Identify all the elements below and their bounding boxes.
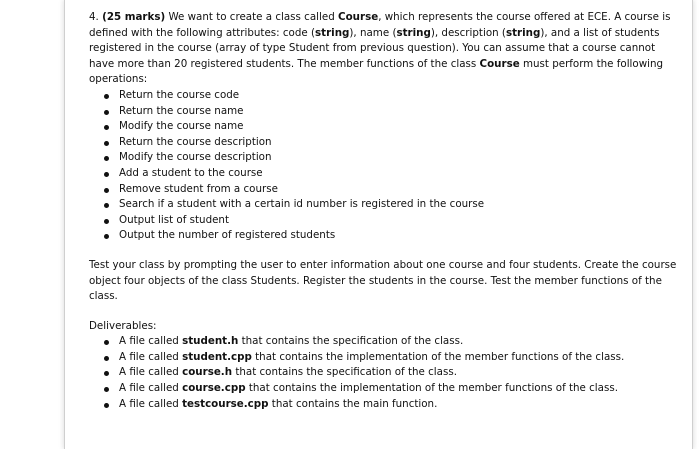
deliverable-item (89, 365, 679, 381)
deliverable-filename: testcourse.cpp (182, 397, 269, 410)
bullet-icon (104, 403, 109, 408)
bullet-icon (104, 94, 109, 99)
bold-text: string (315, 26, 350, 39)
text-run: must perform the following operations: (89, 57, 664, 86)
deliverable-item (89, 350, 679, 366)
operation-text: Output list of student (119, 213, 229, 226)
bullet-icon (104, 356, 109, 361)
text-run: ), and a list of students registered in the course (array of type Student from previous question). You can assume that a course cannot have more than 20 registered students. The member functions of the class (89, 26, 660, 70)
deliverable-filename: student.cpp (182, 350, 252, 363)
operation-item (89, 213, 679, 229)
deliverable-description: that contains the specification of the class. (238, 335, 464, 348)
operation-item (89, 88, 679, 104)
bullet-icon (104, 172, 109, 177)
deliverables-list (89, 334, 679, 412)
operation-text: Return the course code (119, 88, 240, 101)
bullet-icon (104, 156, 109, 161)
bullet-icon (104, 188, 109, 193)
deliverable-prefix: A file called (119, 335, 183, 348)
operation-item (89, 119, 679, 135)
test-paragraph: Test your class by prompting the user to enter information about one course and four students. Create the course object four objects of the class Students. Register the students in the course. Test the member functions of the class. (89, 258, 677, 303)
deliverable-description: that contains the implementation of the member functions of the class. (251, 350, 625, 363)
deliverable-prefix: A file called (119, 350, 183, 363)
operations-list (89, 88, 679, 244)
bullet-icon (104, 371, 109, 376)
text-run: We want to create a class called (165, 11, 339, 23)
deliverable-filename: course.cpp (182, 382, 246, 395)
deliverable-prefix: A file called (119, 397, 183, 410)
deliverable-item (89, 397, 679, 413)
operation-item (89, 166, 679, 182)
deliverable-description: that contains the main function. (268, 397, 438, 410)
deliverables-heading: Deliverables: (89, 319, 157, 332)
operation-item (89, 135, 679, 151)
deliverable-filename: student.h (182, 335, 239, 348)
bullet-icon (104, 219, 109, 224)
bold-text: Course (338, 11, 379, 23)
bold-text: Course (479, 57, 520, 70)
bullet-icon (104, 234, 109, 239)
operation-text: Add a student to the course (119, 166, 263, 179)
text-run: ), name ( (349, 26, 397, 39)
question-paragraph (89, 10, 679, 88)
operation-item (89, 150, 679, 166)
operation-text: Return the course name (119, 104, 244, 117)
operation-item (89, 228, 679, 244)
operation-item (89, 197, 679, 213)
operation-text: Modify the course name (119, 120, 244, 133)
text-run: 4. (89, 11, 103, 23)
text-run: ), description ( (430, 26, 506, 39)
deliverable-prefix: A file called (119, 382, 183, 395)
bullet-icon (104, 125, 109, 130)
bold-text: (25 marks) (102, 11, 166, 23)
bullet-icon (104, 340, 109, 345)
text-run: , which represents the course offered at ECE. A course is defined with the following attributes: code ( (89, 11, 671, 39)
deliverable-item (89, 381, 679, 397)
bold-text: string (396, 26, 431, 39)
operation-text: Return the course description (119, 135, 272, 148)
bullet-icon (104, 387, 109, 392)
bullet-icon (104, 110, 109, 115)
bullet-icon (104, 141, 109, 146)
document-content (89, 10, 679, 412)
operation-text: Remove student from a course (119, 182, 278, 195)
operation-text: Search if a student with a certain id number is registered in the course (119, 198, 485, 211)
operation-item (89, 104, 679, 120)
document-page (64, 0, 693, 449)
deliverable-prefix: A file called (119, 366, 183, 379)
deliverable-item (89, 334, 679, 350)
operation-item (89, 182, 679, 198)
deliverable-filename: course.h (182, 366, 233, 379)
operation-text: Output the number of registered students (119, 229, 336, 242)
bold-text: string (505, 26, 541, 39)
deliverable-description: that contains the implementation of the member functions of the class. (245, 382, 618, 395)
operation-text: Modify the course description (119, 151, 272, 164)
deliverable-description: that contains the specification of the class. (232, 366, 457, 379)
bullet-icon (104, 203, 109, 208)
